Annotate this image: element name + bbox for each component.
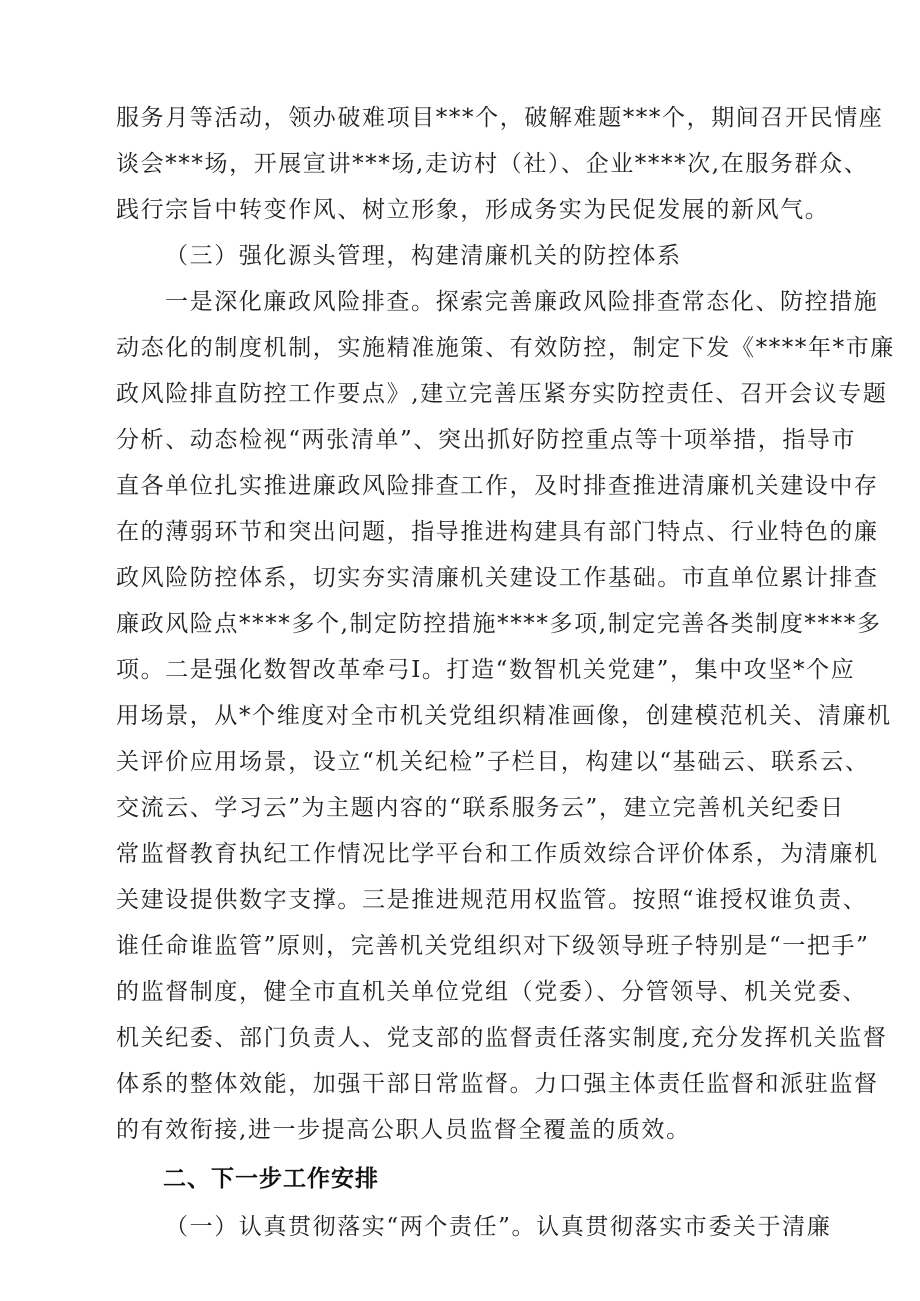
paragraph-line: 谈会***场，开展宣讲***场,走访村（社）、企业****次,在服务群众、 bbox=[116, 151, 869, 177]
paragraph-line: 交流云、学习云”为主题内容的“联系服务云”，建立完善机关纪委日 bbox=[116, 795, 845, 821]
paragraph-line: 动态化的制度机制，实施精准施策、有效防控，制定下发《****年*市廉 bbox=[116, 335, 895, 361]
paragraph-line: 廉政风险点****多个,制定防控措施****多项,制定完善各类制度****多 bbox=[116, 611, 882, 637]
paragraph-line: 服务月等活动，领办破难项目***个，破解难题***个，期间召开民情座 bbox=[116, 105, 884, 131]
paragraph-line: 项。二是强化数智改革牵弓I。打造“数智机关党建”，集中攻坚*个应 bbox=[116, 657, 856, 683]
paragraph-line: 政风险防控体系，切实夯实清廉机关建设工作基础。市直单位累计排查 bbox=[116, 565, 879, 591]
subsection-heading: （三）强化源头管理，构建清廉机关的防控体系 bbox=[165, 243, 682, 269]
paragraph-line: 的监督制度，健全市直机关单位党组（党委）、分管领导、机关党委、 bbox=[116, 979, 868, 1005]
paragraph-line: 关评价应用场景，设立“机关纪检”子栏目，构建以“基础云、联系云、 bbox=[116, 749, 870, 775]
paragraph-line: 用场景，从*个维度对全市机关党组织精准画像，创建模范机关、清廉机 bbox=[116, 703, 892, 729]
paragraph-line: 直各单位扎实推进廉政风险排查工作，及时排查推进清廉机关建设中存 bbox=[116, 473, 879, 499]
paragraph-line: 机关纪委、部门负责人、党支部的监督责任落实制度,充分发挥机关监督 bbox=[116, 1025, 888, 1051]
paragraph-line: 谁任命谁监管”原则，完善机关党组织对下级领导班子特别是“一把手” bbox=[116, 933, 870, 959]
paragraph-line: 政风险排直防控工作要点》,建立完善压紧夯实防控责任、召开会议专题 bbox=[116, 381, 888, 407]
paragraph-line: 的有效衔接,进一步提高公职人员监督全覆盖的质效。 bbox=[116, 1117, 691, 1143]
paragraph-line: 践行宗旨中转变作风、树立形象，形成务实为民促发展的新风气。 bbox=[116, 197, 830, 223]
paragraph-line: 分析、动态检视“两张清单”、突出抓好防控重点等十项举措，指导市 bbox=[116, 427, 857, 453]
paragraph-line: 在的薄弱环节和突出问题，指导推进构建具有部门特点、行业特色的廉 bbox=[116, 519, 879, 545]
subsection-heading: （一）认真贯彻落实“两个责任”。认真贯彻落实市委关于清廉 bbox=[165, 1214, 832, 1240]
paragraph-line: 体系的整体效能，加强干部日常监督。力口强主体责任监督和派驻监督 bbox=[116, 1071, 879, 1097]
section-heading: 二、下一步工作安排 bbox=[163, 1166, 379, 1192]
paragraph-line: 一是深化廉政风险排查。探索完善廉政风险排查常态化、防控措施 bbox=[165, 289, 879, 315]
paragraph-line: 关建设提供数字支撑。三是推进规范用权监管。按照“谁授权谁负责、 bbox=[116, 887, 868, 913]
paragraph-line: 常监督教育执纪工作情况比学平台和工作质效综合评价体系，为清廉机 bbox=[116, 841, 879, 867]
